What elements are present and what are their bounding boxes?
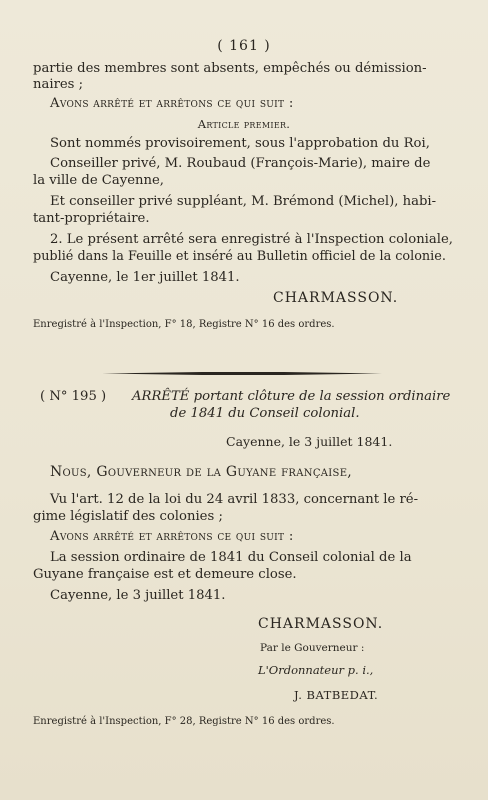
body-line: gime législatif des colonies ; [33,509,223,524]
body-line: Vu l'art. 12 de la loi du 24 avril 1833, concernant le ré- [50,492,419,507]
signature: CHARMASSON. [273,290,399,306]
decree-number: ( N° 195 ) [40,389,107,404]
decree-title: de 1841 du Conseil colonial. [170,406,360,421]
registre-line: Enregistré à l'Inspection, F° 28, Registre N° 16 des ordres. [33,716,335,727]
registre-line: Enregistré à l'Inspection, F° 18, Registre N° 16 des ordres. [33,319,335,330]
ordonnateur-text: L'Ordonnateur p. i., [258,663,374,677]
body-line: publié dans la Feuille et inséré au Bulletin officiel de la colonie. [33,249,446,264]
body-line: tant-propriétaire. [33,211,150,226]
date-line: Cayenne, le 1er juillet 1841. [50,270,240,285]
body-line: partie des membres sont absents, empêchés ou démission- [33,61,427,76]
page-number: ( 161 ) [217,38,271,54]
signature: CHARMASSON. [258,616,384,632]
body-line: naires ; [33,77,84,92]
ordonnateur-line [258,662,373,678]
article-heading: Article premier. [197,117,291,131]
date-line: Cayenne, le 3 juillet 1841. [50,588,226,603]
nous-line: Nous, Gouverneur de la Guyane française, [50,464,353,480]
body-line: Guyane française est et demeure close. [33,567,297,582]
batbedat-name: J. BATBEDAT. [294,688,379,702]
avons-line: Avons arrêté et arrêtons ce qui suit : [50,96,294,111]
body-line: Sont nommés provisoirement, sous l'approbation du Roi, [50,136,430,151]
body-line: Conseiller privé, M. Roubaud (François-Marie), maire de [50,156,431,171]
body-line: 2. Le présent arrêté sera enregistré à l'Inspection coloniale, [50,232,453,247]
body-line: Et conseiller privé suppléant, M. Brémond (Michel), habi- [50,194,437,209]
decree-title: ARRÊTÉ portant clôture de la session ordinaire [132,389,451,404]
body-line: la ville de Cayenne, [33,173,164,188]
body-line: La session ordinaire de 1841 du Conseil colonial de la [50,550,412,565]
separator-rule [102,372,384,375]
avons-line: Avons arrêté et arrêtons ce qui suit : [50,529,294,544]
par-le-gouverneur: Par le Gouverneur : [260,642,365,654]
dateline: Cayenne, le 3 juillet 1841. [226,434,393,449]
